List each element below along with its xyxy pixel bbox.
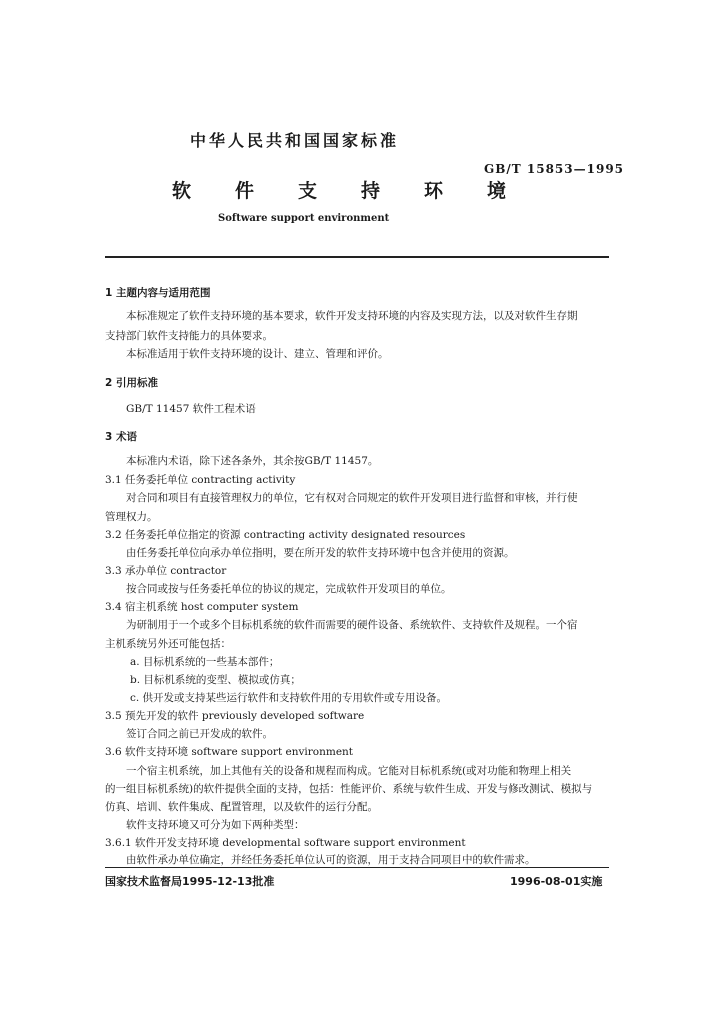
effective-date: 1996-08-01实施 — [510, 875, 603, 888]
term-heading: 3.3 承办单位 contractor — [105, 565, 227, 577]
header-rule — [105, 256, 609, 258]
list-item: b. 目标机系统的变型、模拟或仿真； — [130, 674, 301, 686]
term-definition-line: 软件支持环境又可分为如下两种类型： — [126, 819, 305, 831]
term-definition-line: 对合同和项目有直接管理权力的单位，它有权对合同规定的软件开发项目进行监督和审核，并行使 — [126, 492, 578, 504]
section-1-paragraph: 本标准适用于软件支持环境的设计、建立、管理和评价。 — [126, 348, 389, 360]
term-definition-line: 管理权力。 — [105, 511, 158, 523]
term-definition-line: 主机系统另外还可能包括： — [105, 638, 231, 650]
term-heading: 3.6 软件支持环境 software support environment — [105, 746, 354, 758]
list-item: c. 供开发或支持某些运行软件和支持软件用的专用软件或专用设备。 — [130, 692, 448, 704]
list-item: a. 目标机系统的一些基本部件； — [130, 656, 280, 668]
term-definition-line: 为研制用于一个或多个目标机系统的软件而需要的硬件设备、系统软件、支持软件及规程。一个宿 — [126, 619, 578, 631]
term-definition-line: 一个宿主机系统，加上其他有关的设备和规程而构成。它能对目标机系统(或对功能和物理上相关 — [126, 765, 572, 777]
term-heading: 3.6.1 软件开发支持环境 developmental software support environment — [105, 837, 466, 849]
term-definition-line: 按合同或按与任务委托单位的协议的规定，完成软件开发项目的单位。 — [126, 583, 452, 595]
section-3-intro: 本标准内术语，除下述各条外，其余按GB/T 11457。 — [126, 455, 379, 467]
reference-item: GB/T 11457 软件工程术语 — [126, 403, 256, 415]
term-heading: 3.2 任务委托单位指定的资源 contracting activity designated resources — [105, 529, 466, 541]
section-3-heading: 3 术语 — [105, 431, 137, 443]
section-1-paragraph-line: 本标准规定了软件支持环境的基本要求，软件开发支持环境的内容及实现方法，以及对软件生存期 — [126, 310, 578, 322]
footer-rule — [105, 867, 609, 868]
document-title-en: Software support environment — [218, 213, 390, 224]
term-definition-line: 由软件承办单位确定，并经任务委托单位认可的资源，用于支持合同项目中的软件需求。 — [126, 854, 536, 866]
term-heading: 3.4 宿主机系统 host computer system — [105, 601, 299, 613]
standard-body-title: 中华人民共和国国家标准 — [190, 131, 400, 150]
section-1-heading: 1 主题内容与适用范围 — [105, 287, 211, 299]
section-2-heading: 2 引用标准 — [105, 377, 158, 389]
term-definition-line: 由任务委托单位向承办单位指明，要在所开发的软件支持环境中包含并使用的资源。 — [126, 547, 515, 559]
term-heading: 3.5 预先开发的软件 previously developed software — [105, 710, 365, 722]
term-definition-line: 签订合同之前已开发成的软件。 — [126, 728, 273, 740]
term-definition-line: 仿真、培训、软件集成、配置管理，以及软件的运行分配。 — [105, 801, 378, 813]
term-definition-line: 的一组目标机系统)的软件提供全面的支持，包括：性能评价、系统与软件生成、开发与修改测试、模拟与 — [105, 783, 593, 795]
approval-date: 国家技术监督局1995-12-13批准 — [105, 875, 275, 888]
section-1-paragraph-line: 支持部门软件支持能力的具体要求。 — [105, 330, 273, 342]
standard-code: GB/T 15853—1995 — [484, 162, 625, 176]
document-title-cn: 软件支持环境 — [172, 180, 551, 202]
term-heading: 3.1 任务委托单位 contracting activity — [105, 474, 296, 486]
